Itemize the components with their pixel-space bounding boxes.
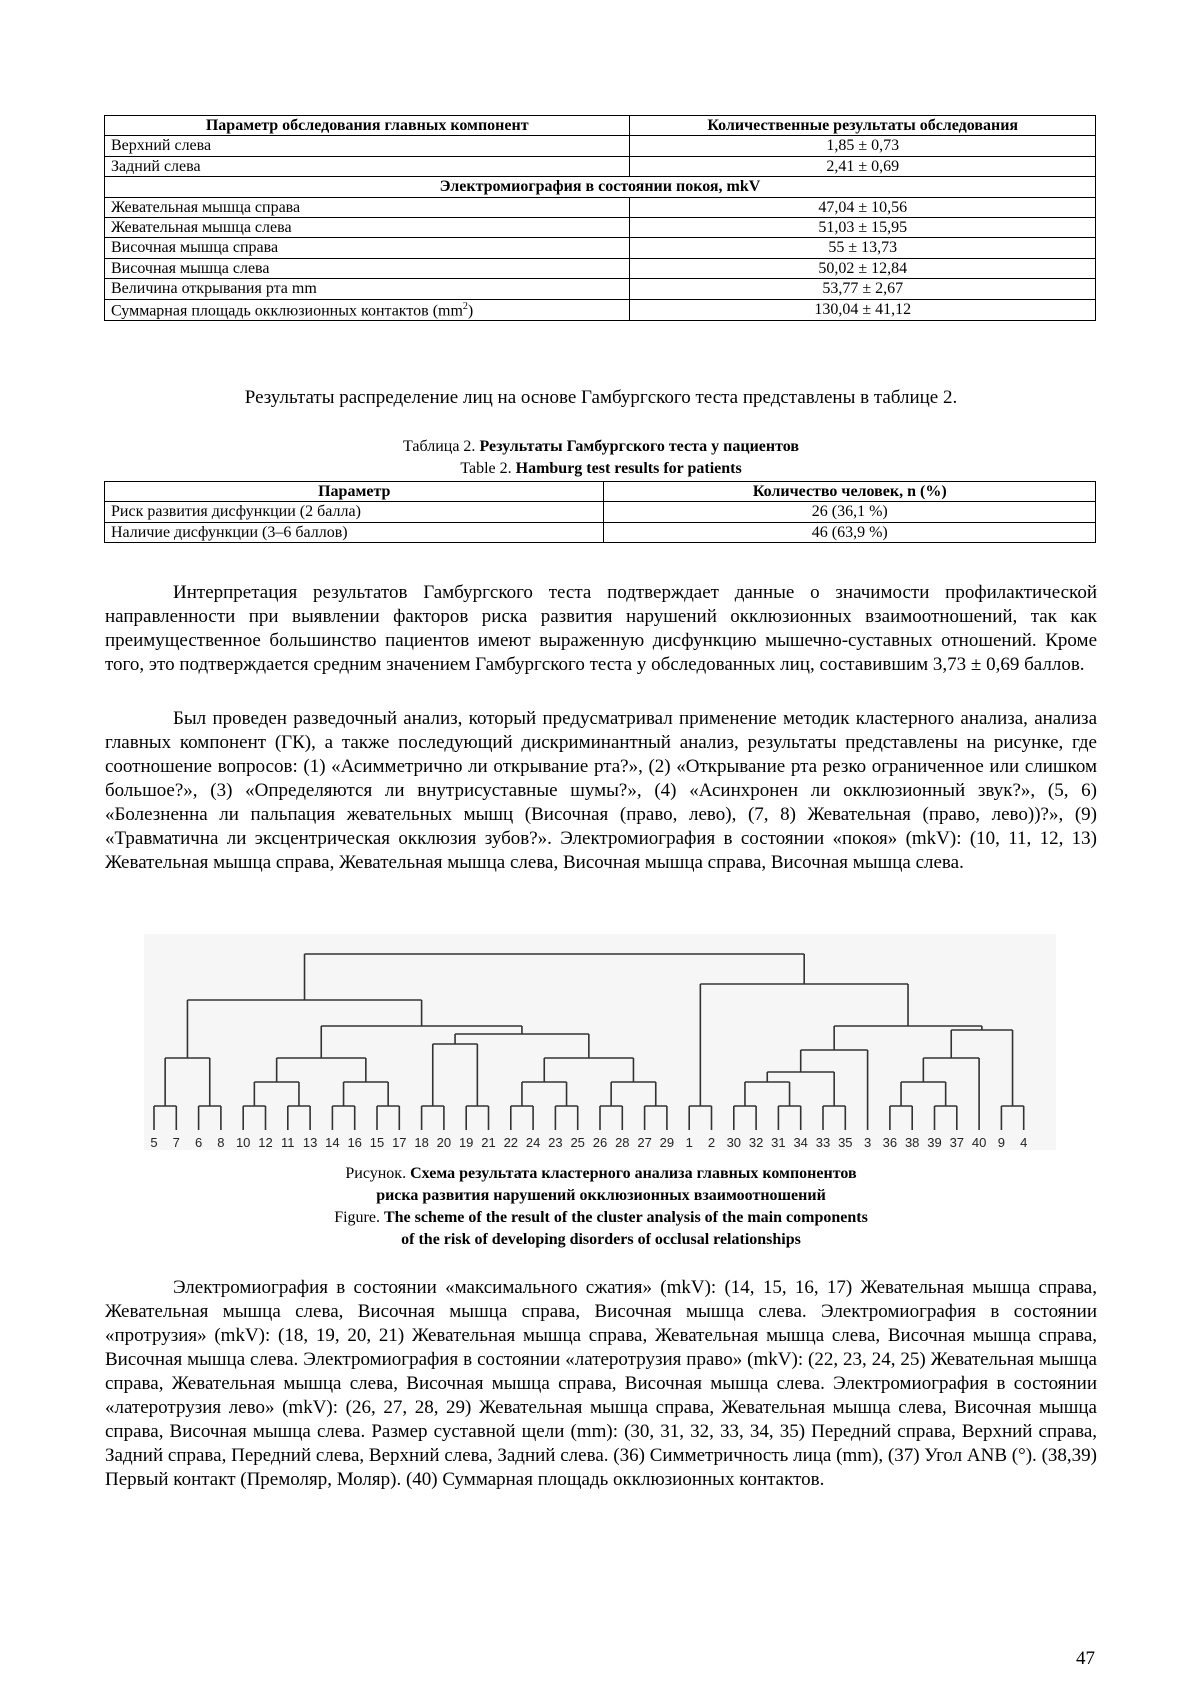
dendrogram-leaf-label: 10 (235, 1135, 251, 1150)
dendrogram-leaf-label: 14 (325, 1135, 340, 1150)
dendrogram-leaf-label: 4 (1020, 1135, 1028, 1150)
caption-prefix: Рисунок. (345, 1165, 411, 1182)
dendrogram-leaf-label: 17 (392, 1135, 407, 1150)
intro-sentence: Результаты распределение лиц на основе Гамбургского теста представлены в таблице 2. (244, 387, 958, 408)
caption-prefix: Table 2. (460, 460, 516, 477)
row-label-text: Суммарная площадь окклюзионных контактов (mm (111, 301, 463, 319)
row-label: Височная мышца слева (105, 258, 630, 278)
row-label: Верхний слева (105, 136, 630, 156)
page-number: 47 (1076, 1648, 1095, 1669)
paragraph-emg-states: Электромиография в состоянии «максимального сжатия» (mkV): (14, 15, 16, 17) Жевательная мышца справа, Жевательная мышца слева, Височная мышца справа, Височная мышца слева. Электромиография в состоянии «протрузия» (mkV): (18, 19, 20, 21) Жевательная мышца справа, Жевательная мышца слева, Височная мышца справа, Височная мышца слева. Электромиография в состоянии «латеротрузия право» (mkV): (22, 23, 24, 25) Жевательная мышца справа, Жевательная мышца слева, Височная мышца справа, Височная мышца слева. Электромиография в состоянии «латеротрузия лево» (mkV): (26, 27, 28, 29) Жевательная мышца справа, Жевательная мышца слева, Височная мышца справа, Височная мышца слева. Размер суставной щели (mm): (30, 31, 32, 33, 34, 35) Передний справа, Верхний справа, Задний справа, Передний слева, Верхний слева, Задний слева. (36) Симметричность лица (mm), (37) Угол ANB (°). (38,39) Первый контакт (Премоляр, Моляр). (40) Суммарная площадь окклюзионных контактов. (105, 1277, 1097, 1490)
row-value: 47,04 ± 10,56 (630, 197, 1096, 217)
dendrogram-leaf-label: 15 (369, 1135, 385, 1150)
paragraph-hamburg-interpretation: Интерпретация результатов Гамбургского теста подтверждает данные о значимости профилактической направленности при выявлении факторов риска развития нарушений окклюзионных взаимоотношений, так как преимущественное большинство пациентов имеют выраженную дисфункцию мышечно-суставных отношений. Кроме того, это подтверждается средним значением Гамбургского теста у обследованных лиц, составившим 3,73 ± 0,69 баллов. (105, 582, 1097, 675)
dendrogram-svg (144, 934, 1056, 1150)
row-value: 55 ± 13,73 (630, 238, 1096, 258)
table-1-header (105, 116, 1096, 136)
dendrogram-leaf-label: 8 (217, 1135, 225, 1150)
caption-title: The scheme of the result of the cluster analysis of the main components (383, 1209, 868, 1226)
dendrogram-leaf-label: 30 (726, 1135, 742, 1150)
dendrogram-leaf-label: 22 (503, 1135, 519, 1150)
figure-caption-ru-1 (105, 1163, 1097, 1184)
dendrogram-leaf-label: 5 (150, 1135, 158, 1150)
dendrogram-leaf-label: 24 (525, 1135, 541, 1150)
table-row (105, 299, 1096, 321)
dendrogram-figure (144, 934, 1056, 1150)
dendrogram-leaf-label: 35 (838, 1135, 853, 1150)
dendrogram-leaf-label: 27 (637, 1135, 652, 1150)
figure-caption-en-1 (105, 1207, 1097, 1228)
section-title: Электромиография в состоянии покоя, mkV (105, 177, 1096, 197)
dendrogram-leaf-label: 7 (172, 1135, 180, 1150)
dendrogram-leaf-label: 23 (548, 1135, 563, 1150)
row-label: Задний слева (105, 156, 630, 176)
row-value: 46 (63,9 %) (604, 522, 1096, 542)
dendrogram-leaf-label: 33 (815, 1135, 831, 1150)
table-2-header (105, 482, 1096, 502)
dendrogram-leaf-label: 21 (481, 1135, 496, 1150)
table-1-header-param: Параметр обследования главных компонент (105, 116, 630, 136)
row-value: 51,03 ± 15,95 (630, 217, 1096, 237)
row-value: 50,02 ± 12,84 (630, 258, 1096, 278)
row-label: Риск развития дисфункции (2 балла) (105, 502, 604, 522)
table-2 (104, 481, 1096, 543)
table-1 (104, 115, 1096, 321)
dendrogram-leaf-label: 34 (793, 1135, 808, 1150)
dendrogram-leaf-label: 13 (302, 1135, 318, 1150)
dendrogram-leaf-label: 2 (707, 1135, 716, 1150)
table-2-caption-ru (105, 436, 1097, 457)
row-label: Височная мышца справа (105, 238, 630, 258)
dendrogram-leaf-label: 19 (458, 1135, 474, 1150)
dendrogram-leaf-label: 9 (997, 1135, 1006, 1150)
table-2-header-param: Параметр (105, 482, 604, 502)
table-1-header-results: Количественные результаты обследования (630, 116, 1096, 136)
row-value: 53,77 ± 2,67 (630, 279, 1096, 299)
dendrogram-leaf-label: 18 (414, 1135, 429, 1150)
dendrogram-leaf-label: 6 (194, 1135, 203, 1150)
row-label: Жевательная мышца слева (105, 217, 630, 237)
table-row (105, 136, 1096, 156)
dendrogram-leaf-label: 12 (258, 1135, 273, 1150)
row-label-sup: 2 (462, 300, 468, 312)
caption-title: Схема результата кластерного анализа главных компонентов (410, 1165, 857, 1182)
dendrogram-leaf-label: 16 (347, 1135, 362, 1150)
row-label-end: ) (467, 301, 474, 319)
caption-title: of the risk of developing disorders of occlusal relationships (401, 1231, 801, 1248)
row-value: 130,04 ± 41,12 (630, 299, 1096, 321)
dendrogram-leaf-label: 11 (281, 1135, 295, 1150)
row-label: Величина открывания рта mm (105, 279, 630, 299)
table-row (105, 197, 1096, 217)
figure-caption-en-2 (105, 1229, 1097, 1250)
row-value: 1,85 ± 0,73 (630, 136, 1096, 156)
table-row (105, 258, 1096, 278)
paragraph-exploratory-analysis: Был проведен разведочный анализ, который предусматривал применение методик кластерного анализа, анализа главных компонент (ГК), а также последующий дискриминантный анализ, результаты представлены на рисунке, где соотношение вопросов: (1) «Асимметрично ли открывание рта?», (2) «Открывание рта резко ограниченное или слишком большое?», (3) «Определяются ли внутрисуставные шумы?», (4) «Асинхронен ли окклюзионный звук?», (5, 6) «Болезненна ли пальпация жевательных мышц (Височная (право, лево), (7, 8) Жевательная (право, лево))?», (9) «Травматична ли эксцентрическая окклюзия зубов?». Электромиография в состоянии «покоя» (mkV): (10, 11, 12, 13) Жевательная мышца справа, Жевательная мышца слева, Височная мышца справа, Височная мышца слева. (105, 708, 1097, 873)
caption-title: риска развития нарушений окклюзионных взаимоотношений (376, 1187, 826, 1204)
row-label: Жевательная мышца справа (105, 197, 630, 217)
table-row (105, 238, 1096, 258)
table-row (105, 217, 1096, 237)
caption-prefix: Figure. (334, 1209, 384, 1226)
table-row (105, 156, 1096, 176)
table-row (105, 522, 1096, 542)
dendrogram-leaf-label: 29 (659, 1135, 675, 1150)
dendrogram-leaf-label: 37 (949, 1135, 965, 1150)
dendrogram-leaf-label: 40 (971, 1135, 987, 1150)
dendrogram-leaf-label: 20 (436, 1135, 452, 1150)
table-section-row (105, 177, 1096, 197)
dendrogram-leaf-label: 25 (570, 1135, 585, 1150)
dendrogram-leaf-label: 39 (927, 1135, 942, 1150)
dendrogram-leaf-label: 3 (863, 1135, 872, 1150)
caption-title: Hamburg test results for patients (515, 460, 742, 477)
table-row (105, 279, 1096, 299)
dendrogram-leaf-label: 36 (882, 1135, 898, 1150)
table-row (105, 502, 1096, 522)
table-2-caption-en (105, 458, 1097, 479)
dendrogram-leaf-label: 1 (685, 1135, 693, 1150)
dendrogram-leaf-label: 28 (615, 1135, 630, 1150)
figure-caption-ru-2 (105, 1185, 1097, 1206)
dendrogram-leaf-label: 38 (904, 1135, 920, 1150)
row-value: 2,41 ± 0,69 (630, 156, 1096, 176)
row-value: 26 (36,1 %) (604, 502, 1096, 522)
row-label (105, 299, 630, 321)
table-2-header-count: Количество человек, n (%) (604, 482, 1096, 502)
row-label: Наличие дисфункции (3–6 баллов) (105, 522, 604, 542)
caption-title: Результаты Гамбургского теста у пациентов (479, 438, 799, 455)
dendrogram-leaf-label: 31 (771, 1135, 786, 1150)
caption-prefix: Таблица 2. (403, 438, 480, 455)
dendrogram-leaf-label: 26 (592, 1135, 608, 1150)
dendrogram-leaf-label: 32 (748, 1135, 764, 1150)
